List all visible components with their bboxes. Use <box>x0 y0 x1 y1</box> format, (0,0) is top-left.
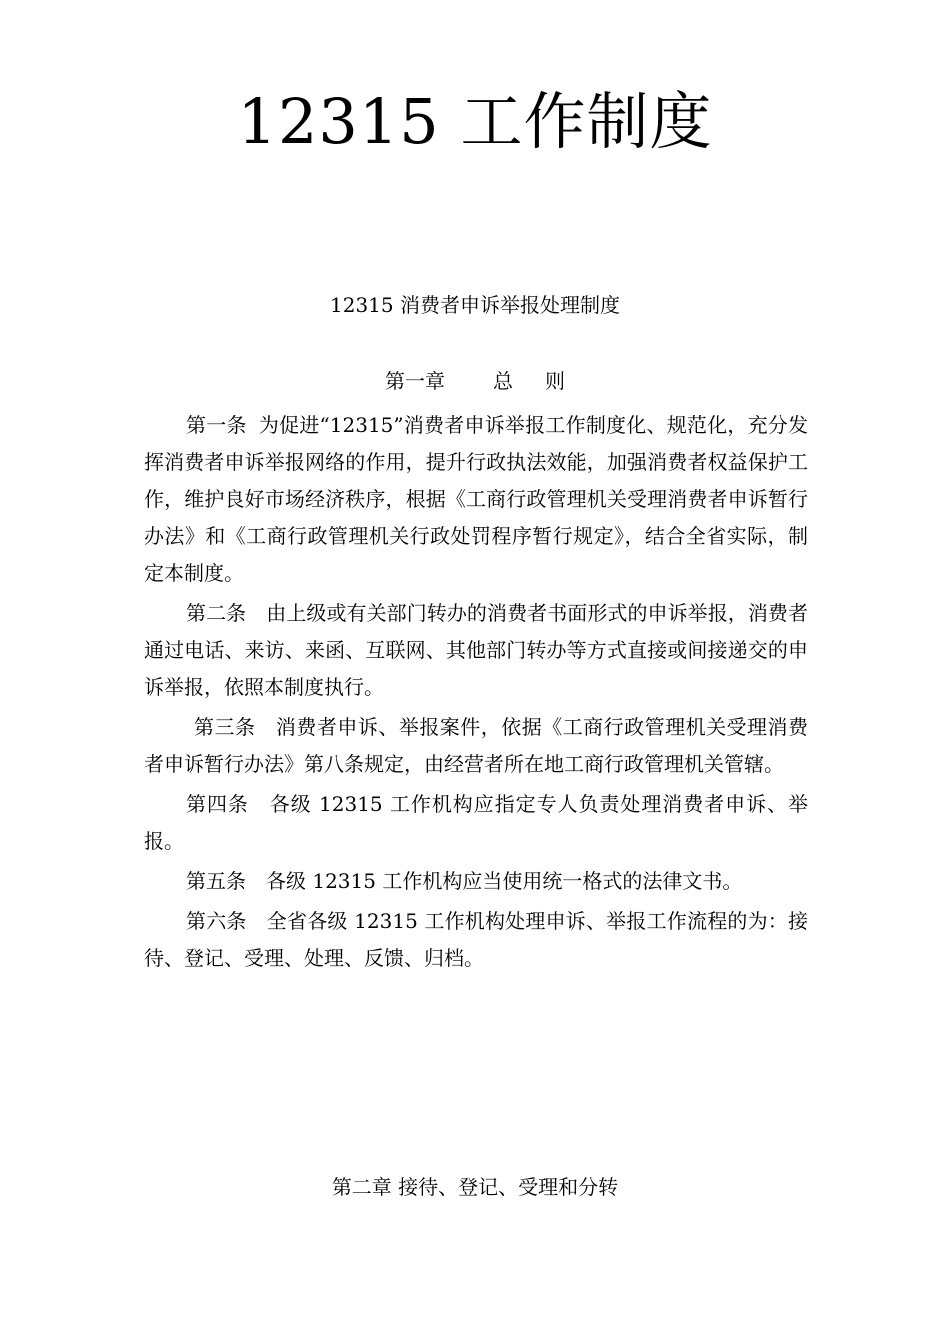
article-6-label: 第六条 <box>186 909 247 933</box>
document-title: 12315 工作制度 <box>237 85 713 158</box>
article-5-label: 第五条 <box>186 869 246 893</box>
article-1-text: 为促进“12315”消费者申诉举报工作制度化、规范化，充分发挥消费者申诉举报网络的作用，提升行政执法效能，加强消费者权益保护工作，维护良好市场经济秩序，根据《工商行政管理机关受理消费者申诉暂行办法》和《工商行政管理机关行政处罚程序暂行规定》，结合全省实际，制定本制度。 <box>144 413 809 585</box>
article-2 <box>144 595 808 706</box>
article-3 <box>144 709 808 783</box>
document-subtitle: 12315 消费者申诉举报处理制度 <box>330 293 620 317</box>
chapter-1-word-1: 总 <box>493 369 513 393</box>
chapter-heading-1 <box>0 366 950 396</box>
article-3-text: 消费者申诉、举报案件，依据《工商行政管理机关受理消费者申诉暂行办法》第八条规定，由经营者所在地工商行政管理机关管辖。 <box>144 715 809 776</box>
article-4 <box>144 786 808 860</box>
article-2-text: 由上级或有关部门转办的消费者书面形式的申诉举报，消费者通过电话、来访、来函、互联网、其他部门转办等方式直接或间接递交的申诉举报，依照本制度执行。 <box>144 601 809 699</box>
article-5-text: 各级 12315 工作机构应当使用统一格式的法律文书。 <box>266 869 743 893</box>
chapter-1-label: 第一章 <box>385 369 445 393</box>
chapter-1-word-2: 则 <box>545 369 565 393</box>
article-1-label: 第一条 <box>186 413 247 437</box>
article-4-text: 各级 12315 工作机构应指定专人负责处理消费者申诉、举报。 <box>144 792 809 853</box>
chapter-heading-2: 第二章 接待、登记、受理和分转 <box>331 1175 619 1199</box>
article-6-text: 全省各级 12315 工作机构处理申诉、举报工作流程的为：接待、登记、受理、处理、反馈、归档。 <box>144 909 808 970</box>
article-1 <box>144 407 808 592</box>
article-6 <box>144 903 808 977</box>
article-2-label: 第二条 <box>186 601 247 625</box>
article-3-label: 第三条 <box>194 715 256 739</box>
article-5 <box>144 863 808 900</box>
document-body <box>144 407 808 980</box>
article-4-label: 第四条 <box>186 792 249 816</box>
